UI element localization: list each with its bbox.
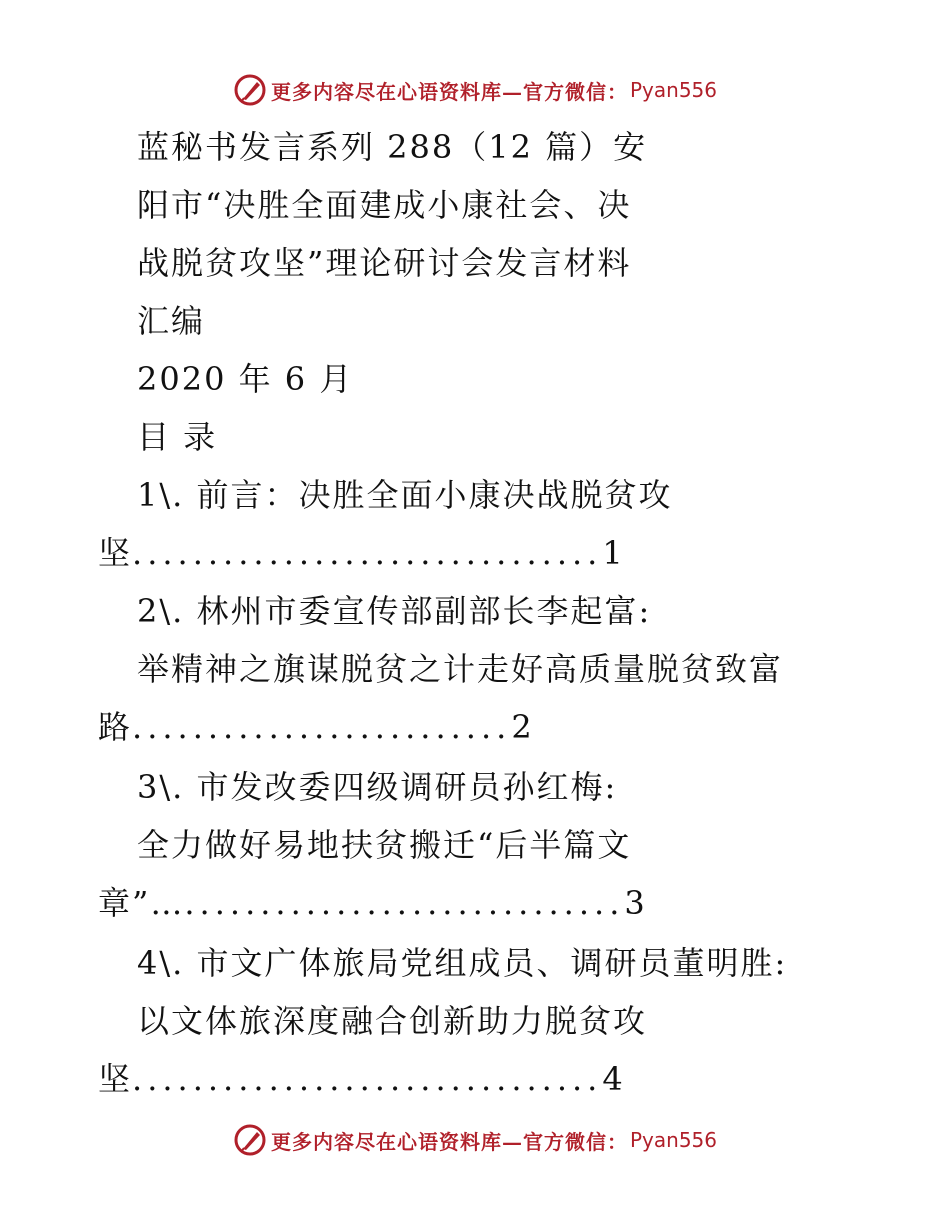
footer-watermark <box>0 1120 950 1160</box>
toc-entry-3-page: 3 <box>624 884 647 922</box>
toc-entry-1-tail: 坚 <box>98 534 133 572</box>
toc-entry-3-tail: 章”… <box>98 884 185 922</box>
quill-pen-circle-icon <box>233 73 267 107</box>
doc-date: 2020 年 6 月 <box>137 360 354 398</box>
doc-title-line-1: 蓝秘书发言系列 288（12 篇）安 <box>137 128 648 166</box>
doc-title-line-4: 汇编 <box>137 302 206 340</box>
toc-entry-4-tail: 坚 <box>98 1060 133 1098</box>
toc-entry-4-subtitle[interactable]: 以文体旅深度融合创新助力脱贫攻 <box>137 1002 648 1040</box>
toc-entry-1-title[interactable]: 1\. 前言：决胜全面小康决战脱贫攻 <box>137 476 673 514</box>
toc-entry-1-page: 1 <box>602 534 625 572</box>
toc-entry-1-leader: ............................... <box>132 534 603 572</box>
doc-title-line-3: 战脱贫攻坚”理论研讨会发言材料 <box>137 244 632 282</box>
toc-entry-2-page: 2 <box>511 708 534 746</box>
doc-title-line-2: 阳市“决胜全面建成小康社会、决 <box>137 186 632 224</box>
toc-heading: 目 录 <box>137 418 218 456</box>
header-watermark <box>0 70 950 110</box>
toc-entry-4-title[interactable]: 4\. 市文广体旅局党组成员、调研员董明胜: <box>137 944 788 982</box>
quill-pen-circle-icon <box>233 1123 267 1157</box>
watermark-handle: Pyan556 <box>629 78 717 102</box>
toc-entry-1-tail-row[interactable] <box>98 529 625 577</box>
toc-entry-2-leader: ......................... <box>132 708 512 746</box>
toc-entry-3-subtitle[interactable]: 全力做好易地扶贫搬迁“后半篇文 <box>137 826 632 864</box>
toc-entry-4-tail-row[interactable] <box>98 1055 625 1103</box>
toc-entry-2-tail-row[interactable] <box>98 703 534 751</box>
toc-entry-4-page: 4 <box>602 1060 625 1098</box>
toc-entry-2-subtitle[interactable]: 举精神之旗谋脱贫之计走好高质量脱贫致富 <box>137 650 784 688</box>
toc-entry-3-tail-row[interactable] <box>98 879 647 927</box>
watermark-text: 更多内容尽在心语资料库—官方微信： <box>270 1129 628 1154</box>
toc-entry-3-title[interactable]: 3\. 市发改委四级调研员孙红梅: <box>137 768 618 806</box>
toc-entry-3-leader: ............................. <box>184 884 625 922</box>
watermark-handle: Pyan556 <box>629 1128 717 1152</box>
toc-entry-4-leader: ............................... <box>132 1060 603 1098</box>
toc-entry-2-title[interactable]: 2\. 林州市委宣传部副部长李起富: <box>137 592 652 630</box>
toc-entry-2-tail: 路 <box>98 708 133 746</box>
watermark-text: 更多内容尽在心语资料库—官方微信： <box>270 79 628 104</box>
